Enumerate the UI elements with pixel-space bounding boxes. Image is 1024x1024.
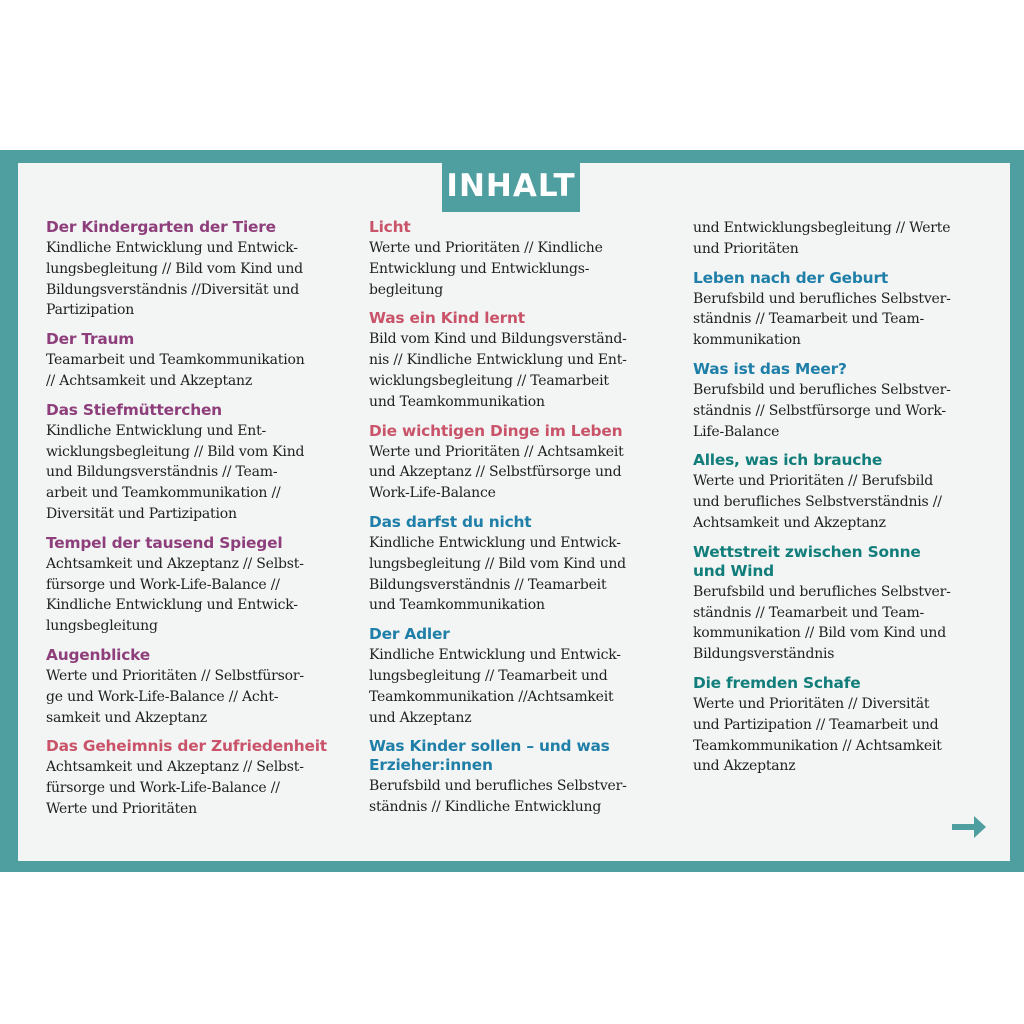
toc-entry-topics: und Entwicklungsbegleitung // Werte und Prioritäten (693, 220, 951, 257)
toc-entry-title: Wettstreit zwischen Sonne und Wind (693, 542, 921, 580)
toc-entry-topics: Werte und Prioritäten // Achtsamkeit und Akzeptanz // Selbstfürsorge und Work-Life-Balance (369, 443, 624, 502)
page-title: INHALT (442, 160, 580, 212)
toc-entry[interactable] (693, 543, 993, 665)
toc-entry-title: Der Adler (369, 625, 450, 644)
toc-entry-title: Der Traum (46, 330, 135, 349)
toc-entry-topics: Werte und Prioritäten // Diversität und Partizipation // Teamarbeit und Teamkommunikation // Achtsamkeit und Akzeptanz (693, 695, 942, 775)
toc-entry[interactable] (369, 218, 669, 300)
toc-entry-title: Der Kindergarten der Tiere (46, 218, 276, 236)
toc-entry[interactable] (693, 674, 993, 777)
toc-entry-title: Das Stiefmütterchen (46, 400, 222, 419)
toc-entry-title: Licht (369, 218, 411, 236)
toc-entry[interactable] (369, 737, 669, 818)
toc-entry[interactable] (369, 625, 669, 728)
toc-entry-topics: Kindliche Entwicklung und Entwick- lungsbegleitung // Bild vom Kind und Bildungsverständnis // Teamarbeit und Teamkommunikation (369, 534, 626, 614)
toc-entry-topics: Achtsamkeit und Akzeptanz // Selbst- fürsorge und Work-Life-Balance // Werte und Prioritäten (46, 759, 304, 817)
toc-entry-topics: Teamarbeit und Teamkommunikation // Achtsamkeit und Akzeptanz (46, 352, 305, 389)
toc-entry-title: Alles, was ich brauche (693, 451, 883, 470)
toc-column-3 (693, 218, 993, 786)
toc-entry-title: Was ist das Meer? (693, 359, 847, 378)
toc-entry-title: Das darfst du nicht (369, 512, 532, 531)
toc-entry-topics: Kindliche Entwicklung und Ent- wicklungsbegleitung // Bild vom Kind und Bildungsverständnis // Team- arbeit und Teamkommunikation // Diversität und Partizipation (46, 422, 305, 522)
toc-entry[interactable] (46, 646, 346, 728)
toc-entry[interactable] (369, 513, 669, 616)
toc-entry-title: Augenblicke (46, 645, 151, 664)
toc-entry-title: Leben nach der Geburt (693, 268, 888, 287)
toc-entry-topics: Berufsbild und berufliches Selbstver- ständnis // Selbstfürsorge und Work- Life-Balance (693, 381, 951, 440)
toc-entry[interactable] (46, 401, 346, 525)
toc-entry-topics: Achtsamkeit und Akzeptanz // Selbst- fürsorge und Work-Life-Balance // Kindliche Entwicklung und Entwick- lungsbegleitung (46, 555, 304, 635)
toc-column-2 (369, 218, 669, 827)
toc-entry-title: Das Geheimnis der Zufriedenheit (46, 737, 327, 756)
toc-entry-topics: Berufsbild und berufliches Selbstver- ständnis // Teamarbeit und Team- kommunikation (693, 290, 951, 349)
toc-entry[interactable] (369, 422, 669, 504)
toc-entry-title: Was Kinder sollen – und was Erzieher:innen (369, 737, 610, 775)
toc-entry[interactable] (46, 218, 346, 321)
toc-entry[interactable] (46, 330, 346, 392)
toc-entry-topics: Kindliche Entwicklung und Entwick- lungsbegleitung // Teamarbeit und Teamkommunikation //Achtsamkeit und Akzeptanz (369, 647, 621, 726)
toc-entry[interactable] (693, 269, 993, 351)
toc-entry-title: Tempel der tausend Spiegel (46, 533, 283, 552)
toc-entry-topics: Werte und Prioritäten // Berufsbild und berufliches Selbstverständnis // Achtsamkeit und Akzeptanz (693, 473, 942, 531)
toc-entry-title: Was ein Kind lernt (369, 309, 525, 328)
arrow-right-icon[interactable] (950, 812, 988, 842)
toc-entry-topics: Berufsbild und berufliches Selbstver- ständnis // Kindliche Entwicklung (369, 778, 627, 816)
toc-entry[interactable] (46, 534, 346, 637)
toc-entry-topics: Kindliche Entwicklung und Entwick- lungsbegleitung // Bild vom Kind und Bildungsverständnis //Diversität und Partizipation (46, 240, 303, 319)
toc-entry[interactable] (46, 737, 346, 819)
toc-entry[interactable] (369, 309, 669, 412)
toc-column-1 (46, 218, 346, 829)
toc-entry-topics: Werte und Prioritäten // Selbstfürsor- ge und Work-Life-Balance // Acht- samkeit und Akzeptanz (46, 667, 304, 726)
toc-entry-continuation (693, 218, 993, 260)
toc-entry-topics: Berufsbild und berufliches Selbstver- ständnis // Teamarbeit und Team- kommunikation // Bild vom Kind und Bildungsverständnis (693, 583, 951, 663)
toc-entry[interactable] (693, 360, 993, 442)
toc-entry-topics: Bild vom Kind und Bildungsverständ- nis // Kindliche Entwicklung und Ent- wicklungsbegleitung // Teamarbeit und Teamkommunikation (369, 331, 627, 410)
toc-entry-title: Die wichtigen Dinge im Leben (369, 421, 623, 440)
toc-entry-title: Die fremden Schafe (693, 673, 861, 692)
toc-entry[interactable] (693, 451, 993, 533)
toc-entry-topics: Werte und Prioritäten // Kindliche Entwicklung und Entwicklungs- begleitung (369, 240, 603, 298)
